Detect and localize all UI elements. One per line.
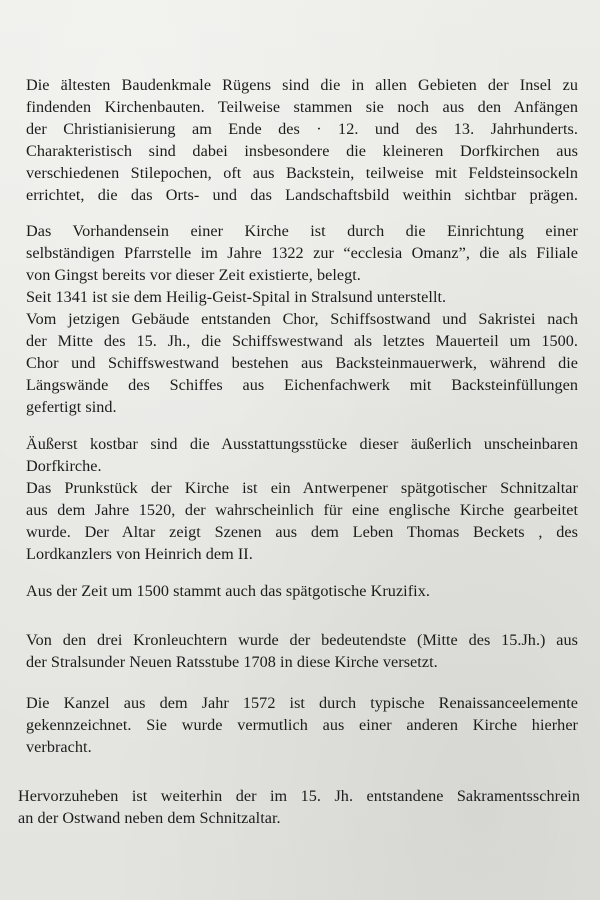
paragraph-2-line-5: Vom jetzigen Gebäude entstanden Chor, Schiffsostwand und Sakristei nach: [26, 310, 578, 328]
paragraph-2-line-7: Chor und Schiffswestwand bestehen aus Backsteinmauerwerk, während die: [26, 354, 578, 372]
paragraph-6-line-2: gekennzeichnet. Sie wurde vermutlich aus einer anderen Kirche hierher: [26, 716, 578, 734]
paragraph-1-line-3: der Christianisierung am Ende des · 12. und des 13. Jahrhunderts.: [26, 120, 578, 138]
paragraph-5-line-2: der Stralsunder Neuen Ratsstube 1708 in diese Kirche versetzt.: [26, 653, 438, 671]
paragraph-2-line-1: Das Vorhandensein einer Kirche ist durch die Einrichtung einer: [26, 222, 578, 240]
paragraph-2-line-9: gefertigt sind.: [26, 398, 117, 416]
paragraph-6-line-3: verbracht.: [26, 738, 92, 756]
paragraph-3-line-2: Dorfkirche.: [26, 457, 102, 475]
paragraph-3-line-6: Lordkanzlers von Heinrich dem II.: [26, 545, 253, 563]
paragraph-5-line-1: Von den drei Kronleuchtern wurde der bedeutendste (Mitte des 15.Jh.) aus: [26, 631, 578, 649]
paragraph-1-line-6: errichtet, die das Orts- und das Landschaftsbild weithin sichtbar prägen.: [26, 186, 578, 204]
paragraph-4-line-1: Aus der Zeit um 1500 stammt auch das spätgotische Kruzifix.: [26, 582, 430, 600]
paragraph-7-line-1: Hervorzuheben ist weiterhin der im 15. Jh. entstandene Sakramentsschrein: [18, 787, 580, 805]
paragraph-2-line-8: Längswände des Schiffes aus Eichenfachwerk mit Backsteinfüllungen: [26, 376, 578, 394]
paragraph-2-line-2: selbständigen Pfarrstelle im Jahre 1322 zur “ecclesia Omanz”, die als Filiale: [26, 244, 578, 262]
paragraph-7-line-2: an der Ostwand neben dem Schnitzaltar.: [18, 809, 281, 827]
paragraph-2-line-4: Seit 1341 ist sie dem Heilig-Geist-Spital in Stralsund unterstellt.: [26, 288, 447, 306]
paragraph-6-line-1: Die Kanzel aus dem Jahr 1572 ist durch typische Renaissanceelemente: [26, 694, 578, 712]
paragraph-3-line-4: aus dem Jahre 1520, der wahrscheinlich für eine englische Kirche gearbeitet: [26, 501, 578, 519]
paragraph-1-line-1: Die ältesten Baudenkmale Rügens sind die in allen Gebieten der Insel zu: [26, 76, 578, 94]
paragraph-1-line-5: verschiedenen Stilepochen, oft aus Backstein, teilweise mit Feldsteinsockeln: [26, 164, 578, 182]
paragraph-2-line-3: von Gingst bereits vor dieser Zeit existierte, belegt.: [26, 266, 361, 284]
paragraph-3-line-3: Das Prunkstück der Kirche ist ein Antwerpener spätgotischer Schnitzaltar: [26, 479, 578, 497]
paragraph-1-line-2: findenden Kirchenbauten. Teilweise stammen sie noch aus den Anfängen: [26, 98, 578, 116]
paragraph-3-line-1: Äußerst kostbar sind die Ausstattungsstücke dieser äußerlich unscheinbaren: [26, 435, 578, 453]
paragraph-1-line-4: Charakteristisch sind dabei insbesondere die kleineren Dorfkirchen aus: [26, 142, 578, 160]
paragraph-2-line-6: der Mitte des 15. Jh., die Schiffswestwand als letztes Mauerteil um 1500.: [26, 332, 578, 350]
paragraph-3-line-5: wurde. Der Altar zeigt Szenen aus dem Leben Thomas Beckets , des: [26, 523, 578, 541]
